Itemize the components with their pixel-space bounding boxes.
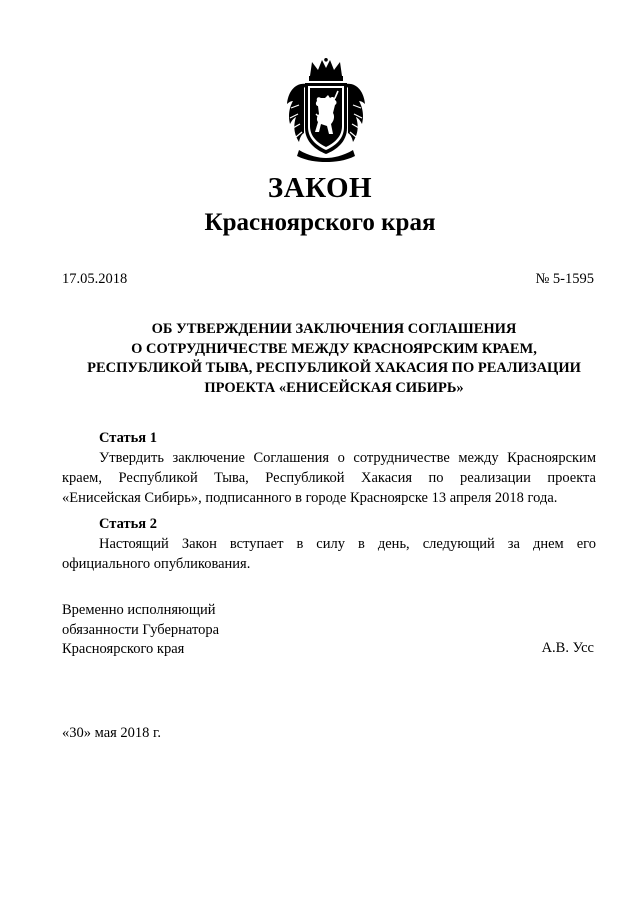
article-2 — [62, 514, 596, 574]
article-line: Утвердить заключение Соглашения о сотрудничестве между Красноярским — [99, 450, 596, 466]
law-heading-line: ОБ УТВЕРЖДЕНИИ ЗАКЛЮЧЕНИЯ СОГЛАШЕНИЯ — [151, 321, 517, 337]
article-title: Статья 2 — [99, 516, 157, 532]
article-body — [62, 448, 596, 508]
article-line: краем, Республикой Тыва, Республикой Хакасия по реализации проекта — [62, 470, 596, 486]
law-heading — [46, 320, 622, 398]
signer-name: А.В. Усс — [541, 640, 594, 656]
document-title: ЗАКОН — [267, 172, 373, 204]
article-body — [62, 534, 596, 574]
signature-position-line: Временно исполняющий — [62, 602, 216, 618]
signature-date: «30» мая 2018 г. — [62, 725, 161, 741]
article-line: официального опубликования. — [62, 556, 251, 572]
law-heading-line: О СОТРУДНИЧЕСТВЕ МЕЖДУ КРАСНОЯРСКИМ КРАЕМ, — [131, 340, 537, 357]
article-line: Настоящий Закон вступает в силу в день, следующий за днем его — [99, 536, 596, 552]
document-subtitle: Красноярского края — [204, 209, 436, 236]
signature-position — [62, 601, 219, 660]
document-date: 17.05.2018 — [62, 271, 128, 287]
law-heading-line: ПРОЕКТА «ЕНИСЕЙСКАЯ СИБИРЬ» — [204, 379, 464, 396]
signature-position-line: обязанности Губернатора — [62, 621, 220, 638]
law-heading-line: РЕСПУБЛИКОЙ ТЫВА, РЕСПУБЛИКОЙ ХАКАСИЯ ПО РЕАЛИЗАЦИИ — [87, 360, 581, 376]
article-1 — [62, 428, 596, 508]
signature-position-line: Красноярского края — [62, 641, 185, 657]
document-number: № 5-1595 — [535, 271, 594, 287]
article-title: Статья 1 — [99, 430, 157, 446]
article-line: «Енисейская Сибирь», подписанного в городе Красноярске 13 апреля 2018 года. — [62, 490, 558, 506]
coat-of-arms-icon — [285, 58, 367, 162]
